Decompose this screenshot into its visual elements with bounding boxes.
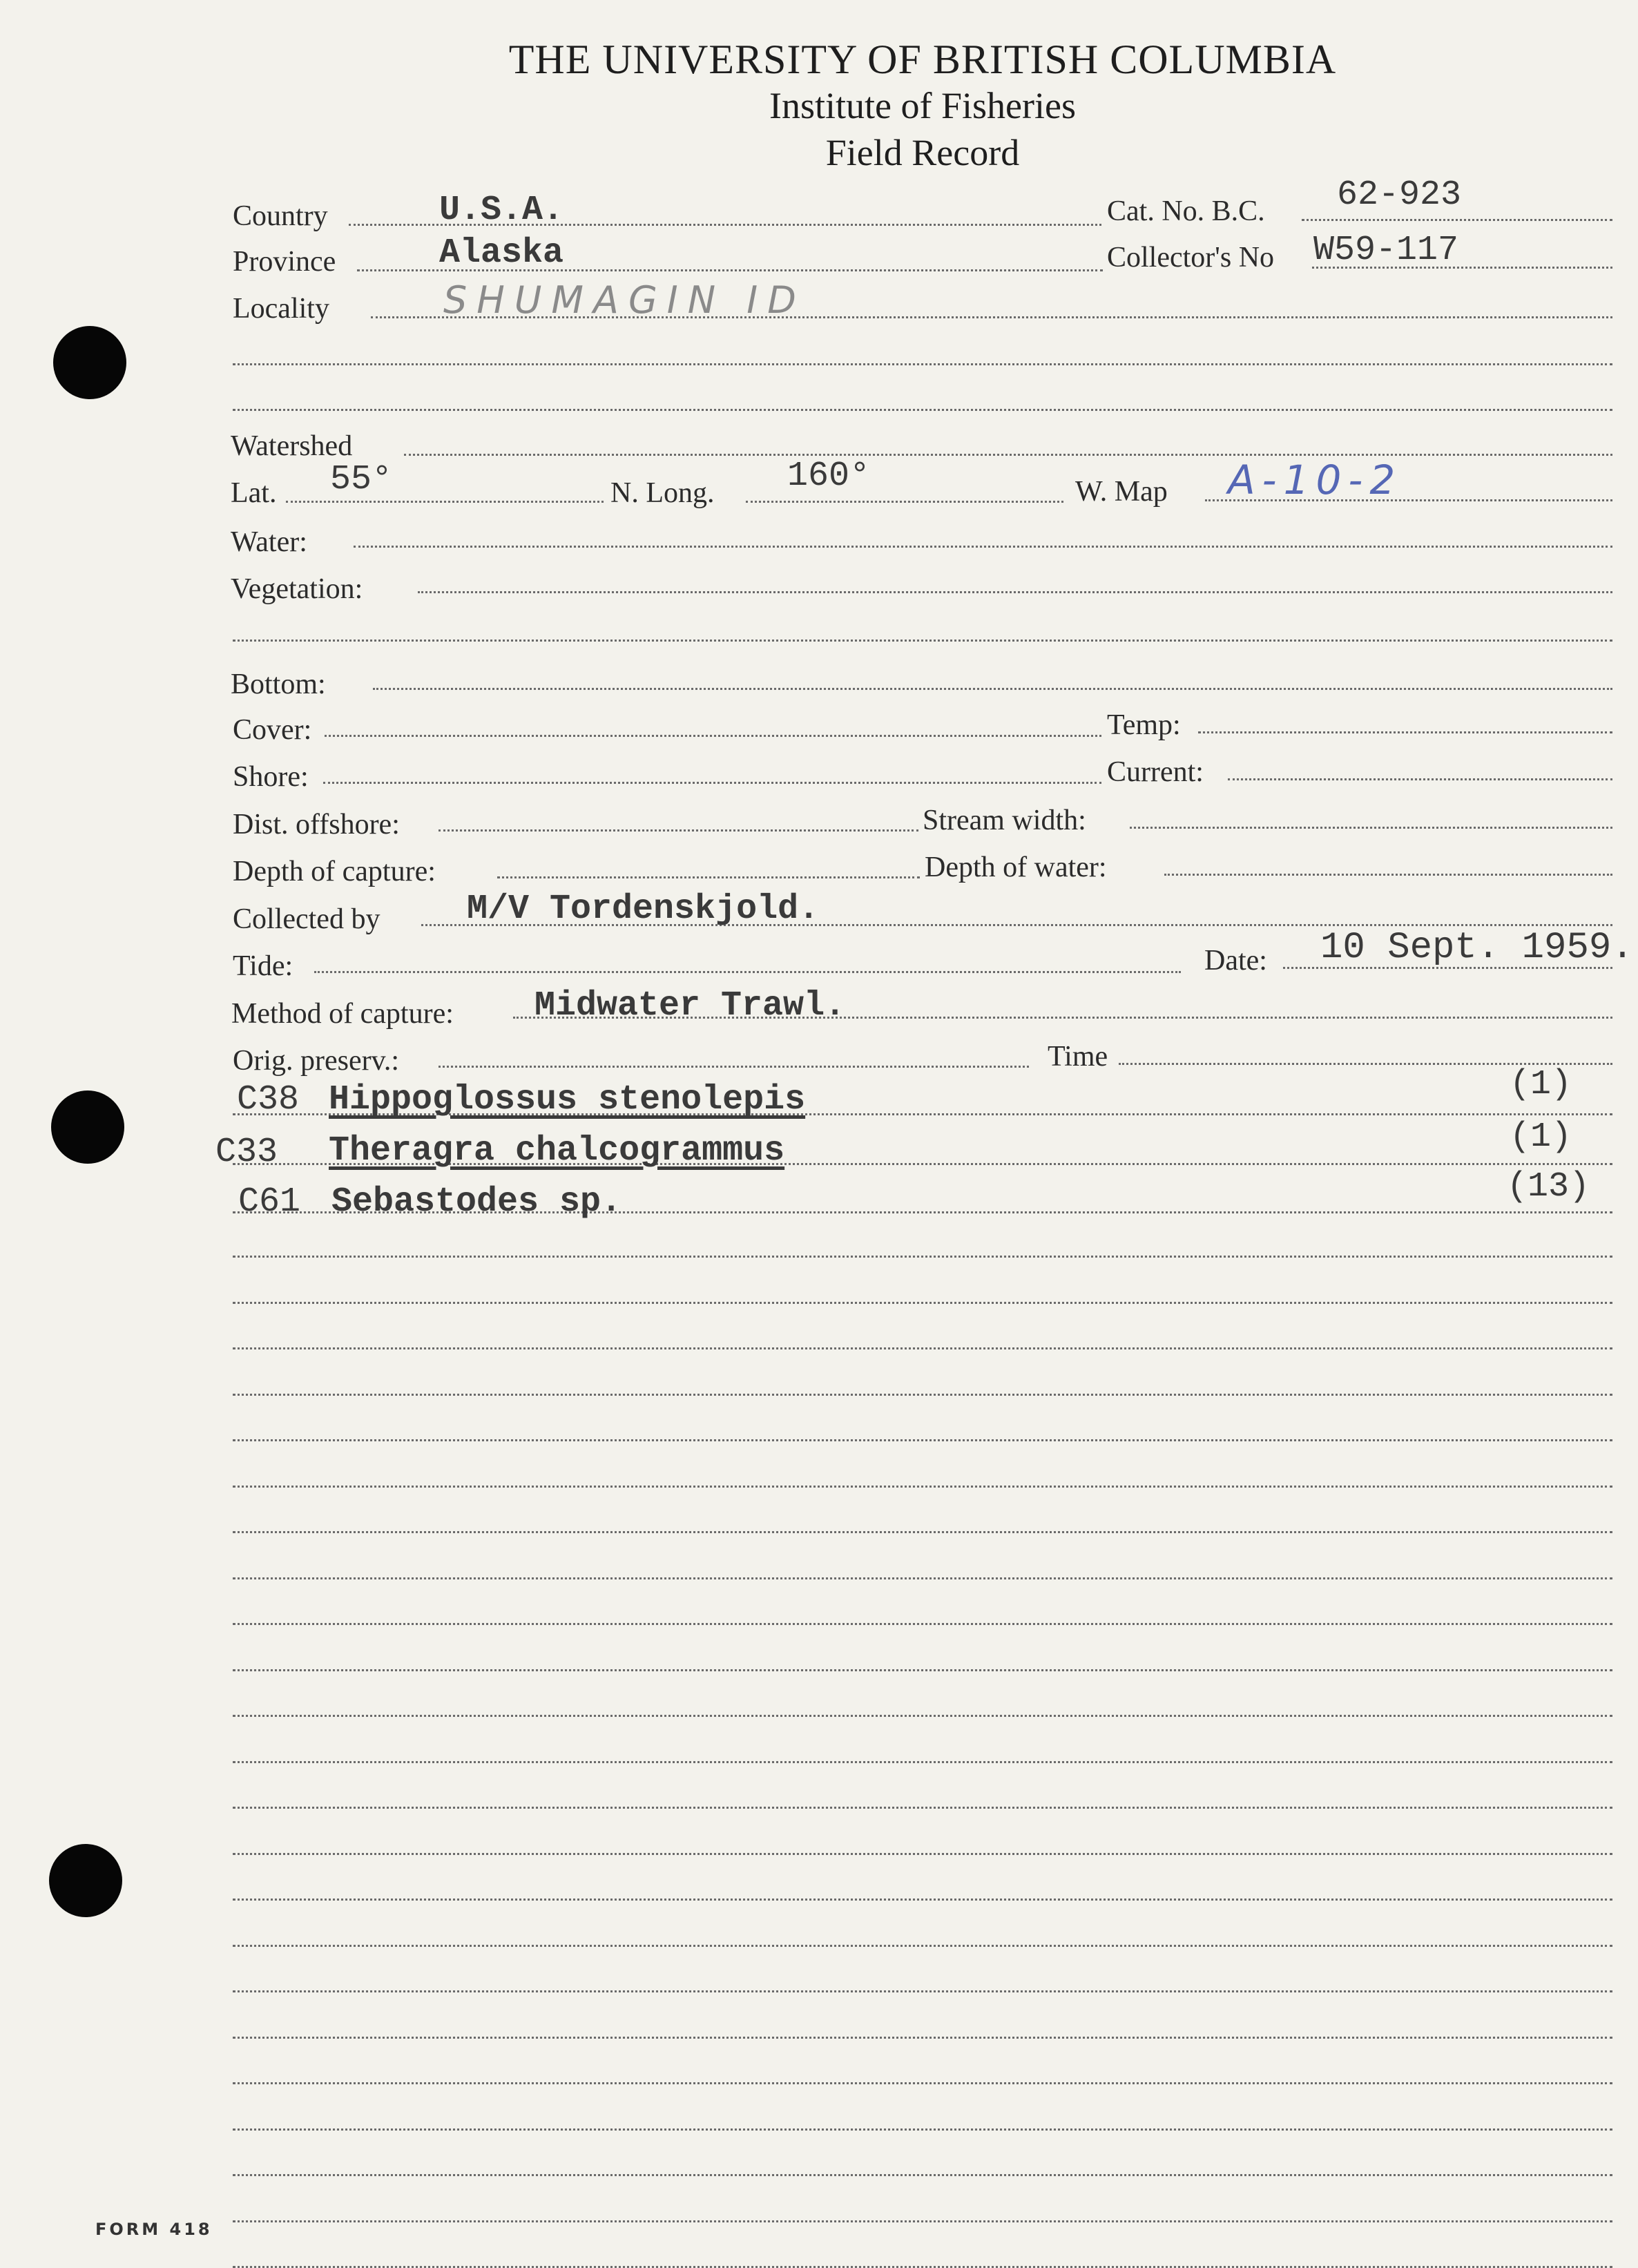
ruled-line	[233, 1669, 1612, 1671]
ruled-line	[233, 2174, 1612, 2176]
water-label: Water:	[231, 526, 307, 558]
ruled-line	[233, 1945, 1612, 1947]
method-of-capture-label: Method of capture:	[231, 998, 454, 1030]
university-title: THE UNIVERSITY OF BRITISH COLUMBIA	[508, 37, 1337, 82]
specimen-2-name: Theragra chalcogrammus	[329, 1131, 785, 1171]
cover-label: Cover:	[233, 714, 312, 746]
time-label: Time	[1048, 1041, 1108, 1073]
ruled-line	[233, 1256, 1612, 1258]
shore-line	[323, 782, 1101, 784]
tide-line	[314, 971, 1181, 973]
dist-offshore-label: Dist. offshore:	[233, 809, 400, 840]
depth-of-water-label: Depth of water:	[925, 852, 1107, 883]
country-value: U.S.A.	[439, 191, 564, 230]
depth-of-capture-label: Depth of capture:	[233, 856, 436, 887]
vegetation-line	[418, 591, 1612, 593]
ruled-line	[233, 2082, 1612, 2084]
water-line	[354, 546, 1612, 548]
w-map-label: W. Map	[1075, 476, 1168, 508]
binder-hole-middle	[51, 1090, 124, 1164]
locality-label: Locality	[233, 293, 329, 325]
cover-line	[325, 735, 1101, 737]
date-label: Date:	[1204, 945, 1267, 977]
ruled-line	[233, 2220, 1612, 2222]
orig-preserv-label: Orig. preserv.:	[233, 1045, 400, 1077]
long-value: 160°	[787, 457, 871, 496]
ruled-line	[233, 1990, 1612, 1992]
collected-by-label: Collected by	[233, 903, 380, 935]
specimen-1-count: (1)	[1510, 1065, 1572, 1104]
depth-of-water-line	[1164, 874, 1612, 876]
locality-value: SHUMAGIN ID	[443, 278, 806, 322]
tide-label: Tide:	[233, 950, 293, 982]
specimen-1-code: C38	[237, 1080, 300, 1119]
bottom-label: Bottom:	[231, 669, 326, 700]
lat-value: 55°	[330, 460, 393, 499]
country-label: Country	[233, 200, 328, 232]
province-value: Alaska	[439, 233, 564, 273]
institute-title: Institute of Fisheries	[769, 85, 1076, 126]
locality-line-2	[233, 363, 1612, 365]
specimen-3-code: C61	[238, 1182, 301, 1222]
lat-line	[286, 501, 604, 503]
cat-no-line	[1302, 219, 1612, 221]
bottom-line	[373, 688, 1612, 690]
watershed-label: Watershed	[231, 430, 353, 462]
ruled-line	[233, 1853, 1612, 1855]
ruled-line	[233, 1761, 1612, 1763]
ruled-line	[233, 1439, 1612, 1441]
binder-hole-bottom	[49, 1844, 122, 1917]
cat-no-value: 62-923	[1337, 175, 1462, 215]
ruled-line	[233, 2037, 1612, 2039]
stream-width-label: Stream width:	[923, 805, 1086, 836]
ruled-line	[233, 1899, 1612, 1901]
long-line	[746, 501, 1063, 503]
orig-preserv-line	[439, 1066, 1029, 1068]
date-value: 10 Sept. 1959.	[1320, 927, 1634, 969]
province-label: Province	[233, 246, 336, 278]
ruled-line	[233, 1394, 1612, 1396]
form-title: Field Record	[825, 132, 1020, 173]
lat-label: Lat.	[231, 477, 277, 509]
ruled-line	[233, 1302, 1612, 1304]
method-of-capture-value: Midwater Trawl.	[534, 986, 846, 1026]
current-label: Current:	[1107, 756, 1204, 788]
cat-no-label: Cat. No. B.C.	[1107, 195, 1265, 227]
vegetation-line-2	[233, 640, 1612, 642]
collectors-no-label: Collector's No	[1107, 242, 1275, 273]
stream-width-line	[1130, 827, 1612, 829]
temp-label: Temp:	[1107, 709, 1181, 741]
vegetation-label: Vegetation:	[231, 573, 363, 605]
n-long-label: N. Long.	[610, 477, 715, 509]
specimen-2-count: (1)	[1510, 1117, 1572, 1157]
ruled-line	[233, 1623, 1612, 1625]
current-line	[1228, 778, 1612, 780]
temp-line	[1198, 731, 1612, 733]
specimen-2-code: C33	[215, 1133, 278, 1172]
map-value: A-10-2	[1228, 457, 1403, 503]
ruled-line	[233, 2128, 1612, 2131]
collectors-no-value: W59-117	[1313, 231, 1459, 270]
ruled-line	[233, 1715, 1612, 1717]
locality-line-3	[233, 409, 1612, 411]
collected-by-value: M/V Tordenskjold.	[467, 890, 820, 929]
depth-of-capture-line	[497, 876, 920, 878]
specimen-1-name: Hippoglossus stenolepis	[329, 1080, 806, 1119]
specimen-3-count: (13)	[1507, 1167, 1590, 1207]
shore-label: Shore:	[233, 761, 309, 793]
watershed-line	[404, 454, 1612, 456]
dist-offshore-line	[439, 829, 918, 832]
ruled-line	[233, 1531, 1612, 1533]
specimen-3-name: Sebastodes sp.	[331, 1182, 622, 1222]
ruled-line	[233, 1807, 1612, 1809]
form-number: FORM 418	[95, 2220, 213, 2239]
ruled-line	[233, 1577, 1612, 1579]
binder-hole-top	[53, 326, 126, 399]
ruled-line	[233, 1347, 1612, 1349]
ruled-line	[233, 1486, 1612, 1488]
